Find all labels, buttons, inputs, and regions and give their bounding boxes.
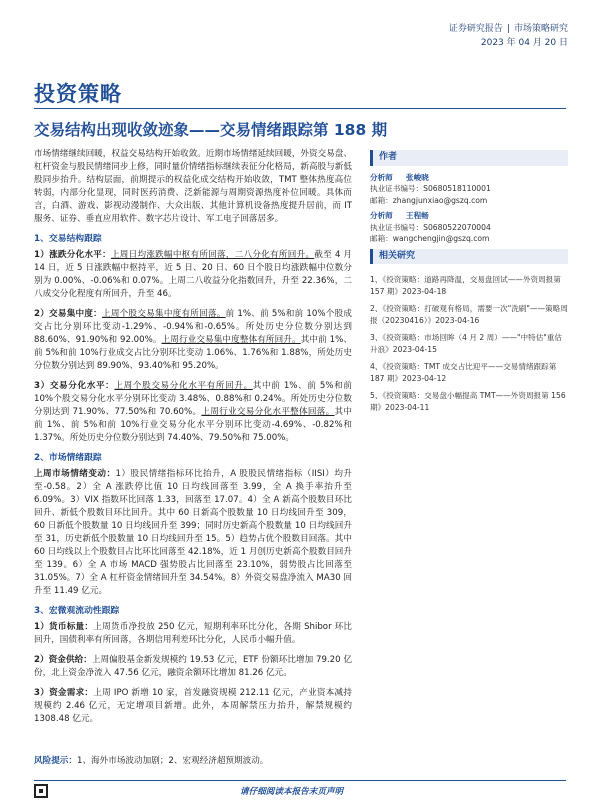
analyst-cert: 执业证书编号：S0680518110001: [370, 184, 491, 193]
s1-p1-highlight: 上周日均涨跌幅中枢有所回落，二八分化有所回升。: [110, 250, 315, 260]
doc-type: 证券研究报告: [448, 24, 503, 34]
s3-p3-label: 3）资金需求：: [34, 688, 94, 698]
s1-p2-text-2: 其中前 1%、前 5%和前 10%行业成交占比分别环比变动 1.06%、1.76%和 1.88%，所处历史分位数分别达到 89.90%、93.40%和 95.20%。: [34, 335, 352, 371]
related-reports-list: [370, 274, 568, 413]
related-heading: 相关研究: [370, 249, 568, 265]
author-heading: 作者: [370, 150, 568, 166]
risk-warning: [34, 754, 566, 766]
s2-label: 上周市场情绪变动：: [34, 469, 116, 479]
s3-p1-label: 1）货币标量：: [34, 622, 94, 632]
analyst-role: 分析师: [370, 211, 393, 220]
s1-p2-highlight-2: 上周行业交易集中度整体有所回升。: [161, 335, 301, 345]
qr-code-icon: [34, 784, 48, 798]
analyst-email[interactable]: 邮箱：zhangjunxiao@gszq.com: [370, 195, 488, 205]
s3-p1-text: 上周货币净投放 250 亿元，短期利率环比分化，各期 Shibor 环比回升，国债利率有所回落，各期信用利差环比分化，人民币小幅升值。: [34, 622, 352, 645]
s1-paragraph-3: [34, 380, 352, 445]
doc-category: 市场策略研究: [513, 24, 568, 34]
report-date: 2023 年 04 月 20 日: [480, 38, 568, 48]
s1-p1-text: 截至 4 月 14 日，近 5 日涨跌幅中枢持平，近 5 日、20 日、60 日个股日均涨跌幅中位数分别为 0.00%、-0.06%和 0.07%。上周二八收益分化指数回升，升至 22.36%，二八成交分化程度有所回升，升至 46。: [34, 250, 352, 299]
related-report-item[interactable]: 5、《投资策略：交易盘小幅提高 TMT——外资周报第 156 期》2023-04-11: [370, 391, 566, 412]
risk-label: 风险提示：: [34, 756, 77, 766]
section-1-title: 1、交易结构跟踪: [34, 234, 102, 244]
analyst-email[interactable]: 邮箱：wangchengjin@gszq.com: [370, 234, 490, 243]
s1-p3-text-2: 其中前 1%、前 5%和前 10%行业交易分化水平分别环比变动-4.69%、-0.82%和 1.37%。所处历史分位数分别达到 74.40%、79.50%和 75.00%。: [34, 407, 352, 443]
s1-p3-highlight: 上周个股交易分化水平有所回升。: [114, 381, 253, 391]
report-header: 证券研究报告 | 市场策略研究 2023 年 04 月 20 日: [448, 24, 568, 48]
s1-paragraph-1: [34, 249, 352, 301]
s3-paragraph-1: [34, 621, 352, 647]
analyst-name: 张峻晓: [406, 172, 429, 182]
section-2-title: 2、市场情绪跟踪: [34, 453, 102, 463]
sidebar: [370, 150, 568, 419]
s1-p3-label: 3）交易分化水平：: [34, 381, 115, 391]
main-content: [34, 148, 352, 733]
intro-paragraph: 市场情绪继续回暖，权益交易结构开始收敛。近期市场情绪延续回暖，外资交易盘、杠杆资金与股民情绪同步上修，同时量价情绪指标继续表征分化格局，新高股与新低股同步抬升。结构层面，前期提示的权益化成交结构开始收敛，TMT 整体热度高位转弱，内部分化显现，同时医药消费、泛新能源与周期资源热度补位回暖。具体而言，白酒、游戏、影视动漫制作、大众出版、其他计算机设备热度提升居前，而 IT 服务、证券、垂直应用软件、数字芯片设计、军工电子回落居多。: [34, 149, 352, 224]
s1-p3-highlight-2: 上周行业交易分化水平整体回落。: [201, 407, 335, 417]
s3-p2-label: 2）资金供给：: [34, 655, 92, 665]
s3-paragraph-2: [34, 654, 352, 680]
related-report-item[interactable]: 3、《投资策略：市场回眸（4 月 2 周）——"中特估"重估升浪》2023-04-15: [370, 333, 562, 354]
related-report-item[interactable]: 2、《投资策略：打破观有格局，需要一次"洗刷"——策略周报（20230416）》2023-04-16: [370, 304, 568, 325]
report-title: 交易结构出现收敛迹象——交易情绪跟踪第 188 期: [34, 121, 388, 139]
s3-paragraph-3: [34, 687, 352, 726]
s2-paragraph: [34, 468, 352, 598]
analyst-name: 王程畅: [406, 211, 429, 220]
footer-divider: [34, 780, 566, 781]
risk-text: 1、海外市场波动加剧；2、宏观经济超预期波动。: [76, 756, 269, 766]
s1-p2-label: 2）交易集中度：: [34, 309, 103, 319]
related-report-item[interactable]: 1、《投资策略：道路再降温，交易盘回试——外资周报第 157 期》2023-04-18: [370, 275, 561, 296]
s1-paragraph-2: [34, 308, 352, 373]
s2-text: 1）股民情绪指标环比抬升，A 股股民情绪指标（IISI）均升至-0.58。2）全 A 涨跌停比值 10 日均线回落至 3.99，全 A 换手率抬升至 6.09%。3）VIX 指数环比回落 1.33，回落至 17.07。4）全 A 新高个股数目环比回升、新低个股数目环比回升。其中 60 日新高个股数量 10 日均线回升至 309，60 日新低个股数量 10 日均线回升至 399；同时历史新高个股数量 10 日均线回升至 31，历史新低个股数量 10 日均线回升至 15。5）趋势占优个股数目回落。其中 60 日均线以上个股数目占比环比回落至 42.18%，近 1 月创历史新高个股数目回升至 139。6）全 A 市场 MACD 强势股占比回落至 23.10%，弱势股占比回落至 31.05%。7）全 A 杠杆资金情绪回升至 34.54%。8）外资交易盘净流入 MA30 回升至 11.49 亿元。: [34, 469, 352, 596]
s3-p3-text: 上周 IPO 新增 10 家，首发融资规模 212.11 亿元，产业资本减持规模约 2.46 亿元，无定增项目新增。此外，本周解禁压力抬升，解禁规模约 1308.48 亿元。: [34, 688, 352, 724]
analyst-cert: 执业证书编号：S0680522070004: [370, 222, 491, 232]
related-report-item[interactable]: 4、《投资策略：TMT 成交占比迎平——交易情绪跟踪第 187 期》2023-04-12: [370, 362, 557, 383]
s1-p2-text: 前 1%、前 5%和前 10%个股成交占比分别环比变动-1.29%、-0.94%和-0.65%。所处历史分位数分别达到 88.60%、91.90%和 92.00%。: [34, 309, 352, 345]
s1-p1-label: 1）涨跌分化水平：: [34, 250, 111, 260]
s1-p2-highlight: 上周个股交易集中度有所回落。: [102, 309, 226, 319]
section-3-title: 3、宏微观流动性跟踪: [34, 606, 120, 616]
brand-divider: [34, 108, 566, 109]
analyst-role: 分析师: [370, 172, 393, 182]
s1-p3-text: 其中前 1%、前 5%和前 10%个股交易分化水平分别环比变动 3.48%、0.88%和 0.24%。所处历史分位数分别达到 71.90%、77.50%和 70.60%。: [34, 381, 352, 417]
brand-title: 投资策略: [34, 82, 122, 106]
footer-disclaimer: 请仔细阅读本报告末页声明: [240, 787, 344, 797]
s3-p2-text: 上周偏股基金新发规模约 19.53 亿元，ETF 份额环比增加 79.20 亿份，北上资金净流入 47.56 亿元，融资余额环比增加 81.26 亿元。: [34, 655, 352, 678]
analyst-card: [370, 210, 568, 245]
analyst-card: [370, 172, 568, 207]
